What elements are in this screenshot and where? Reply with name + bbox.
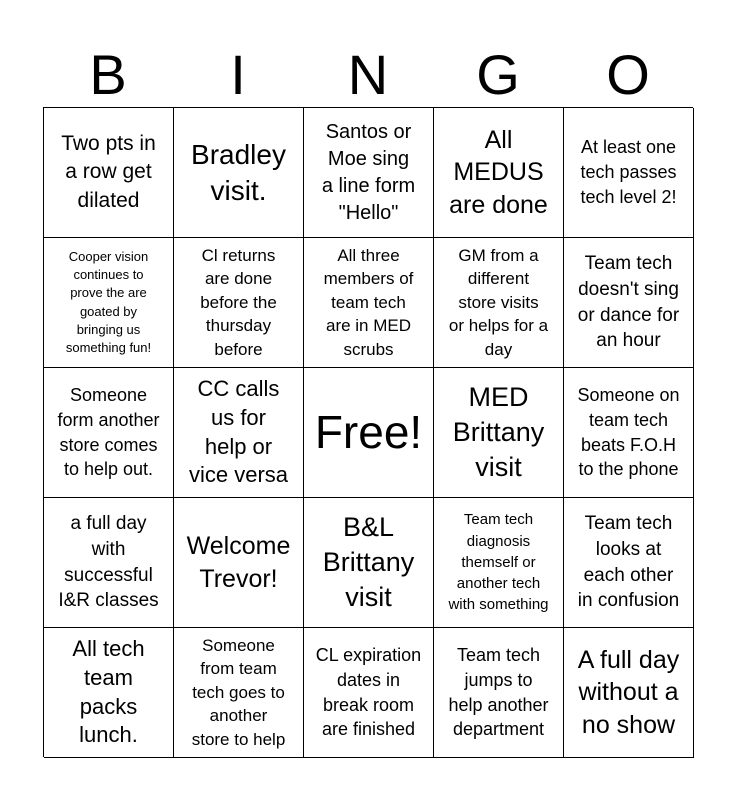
cell-text: MED Brittany visit bbox=[452, 381, 545, 483]
bingo-cell-r5c3 bbox=[304, 628, 434, 758]
header-letter-o: O bbox=[606, 43, 650, 106]
cell-text: Two pts in a row get dilated bbox=[61, 131, 156, 212]
bingo-cell-r1c2 bbox=[174, 108, 304, 238]
cell-text: Someone on team tech beats F.O.H to the phone bbox=[577, 384, 680, 480]
bingo-cell-r5c1 bbox=[44, 628, 174, 758]
bingo-cell-r4c1 bbox=[44, 498, 174, 628]
header-letter-b: B bbox=[89, 43, 127, 106]
header-letter-n: N bbox=[347, 43, 389, 106]
cell-text: a full day with successful I&R classes bbox=[58, 512, 159, 612]
bingo-cell-r5c2 bbox=[174, 628, 304, 758]
cell-text: Team tech diagnosis themself or another tech with something bbox=[448, 511, 549, 614]
cell-text: Cooper vision continues to prove the are goated by bringing us something fun! bbox=[65, 248, 152, 355]
bingo-cell-r4c2 bbox=[174, 498, 304, 628]
header-letter-i: I bbox=[230, 43, 246, 106]
bingo-cell-r5c5 bbox=[564, 628, 694, 758]
bingo-cell-r3c2 bbox=[174, 368, 304, 498]
free-space-label: Free! bbox=[314, 406, 423, 459]
cell-text: At least one tech passes tech level 2! bbox=[580, 137, 677, 207]
bingo-cell-r4c3 bbox=[304, 498, 434, 628]
cell-text: Bradley visit. bbox=[191, 138, 286, 206]
bingo-board bbox=[43, 107, 693, 757]
bingo-cell-r2c3 bbox=[304, 238, 434, 368]
bingo-cell-r3c1 bbox=[44, 368, 174, 498]
cell-text: Team tech looks at each other in confusion bbox=[577, 512, 680, 612]
cell-text: Someone from team tech goes to another store to help bbox=[191, 635, 286, 749]
bingo-cell-r2c4 bbox=[434, 238, 564, 368]
cell-text: Santos or Moe sing a line form "Hello" bbox=[321, 120, 416, 224]
cell-text: All tech team packs lunch. bbox=[72, 636, 145, 748]
cell-text: Team tech doesn't sing or dance for an hour bbox=[577, 252, 680, 352]
bingo-cell-r2c5 bbox=[564, 238, 694, 368]
cell-text: A full day without a no show bbox=[577, 645, 680, 739]
bingo-cell-r1c3 bbox=[304, 108, 434, 238]
bingo-cell-r1c4 bbox=[434, 108, 564, 238]
bingo-cell-r4c5 bbox=[564, 498, 694, 628]
bingo-cell-r3c5 bbox=[564, 368, 694, 498]
bingo-cell-r4c4 bbox=[434, 498, 564, 628]
bingo-cell-r1c5 bbox=[564, 108, 694, 238]
bingo-cell-free bbox=[304, 368, 434, 498]
cell-text: All MEDUS are done bbox=[449, 125, 548, 219]
cell-text: Cl returns are done before the thursday before bbox=[200, 245, 277, 359]
cell-text: B&L Brittany visit bbox=[322, 511, 415, 613]
cell-text: Someone form another store comes to help out. bbox=[57, 384, 160, 480]
bingo-cell-r2c2 bbox=[174, 238, 304, 368]
bingo-cell-r3c4 bbox=[434, 368, 564, 498]
cell-text: CL expiration dates in break room are finished bbox=[315, 644, 422, 740]
bingo-header bbox=[43, 44, 693, 106]
cell-text: CC calls us for help or vice versa bbox=[188, 376, 289, 488]
cell-text: GM from a different store visits or helps for a day bbox=[448, 245, 549, 359]
bingo-cell-r1c1 bbox=[44, 108, 174, 238]
header-letter-g: G bbox=[476, 43, 520, 106]
bingo-cell-r5c4 bbox=[434, 628, 564, 758]
cell-text: Team tech jumps to help another department bbox=[448, 644, 549, 740]
cell-text: All three members of team tech are in MED scrubs bbox=[323, 245, 414, 359]
cell-text: Welcome Trevor! bbox=[186, 532, 291, 593]
bingo-cell-r2c1 bbox=[44, 238, 174, 368]
